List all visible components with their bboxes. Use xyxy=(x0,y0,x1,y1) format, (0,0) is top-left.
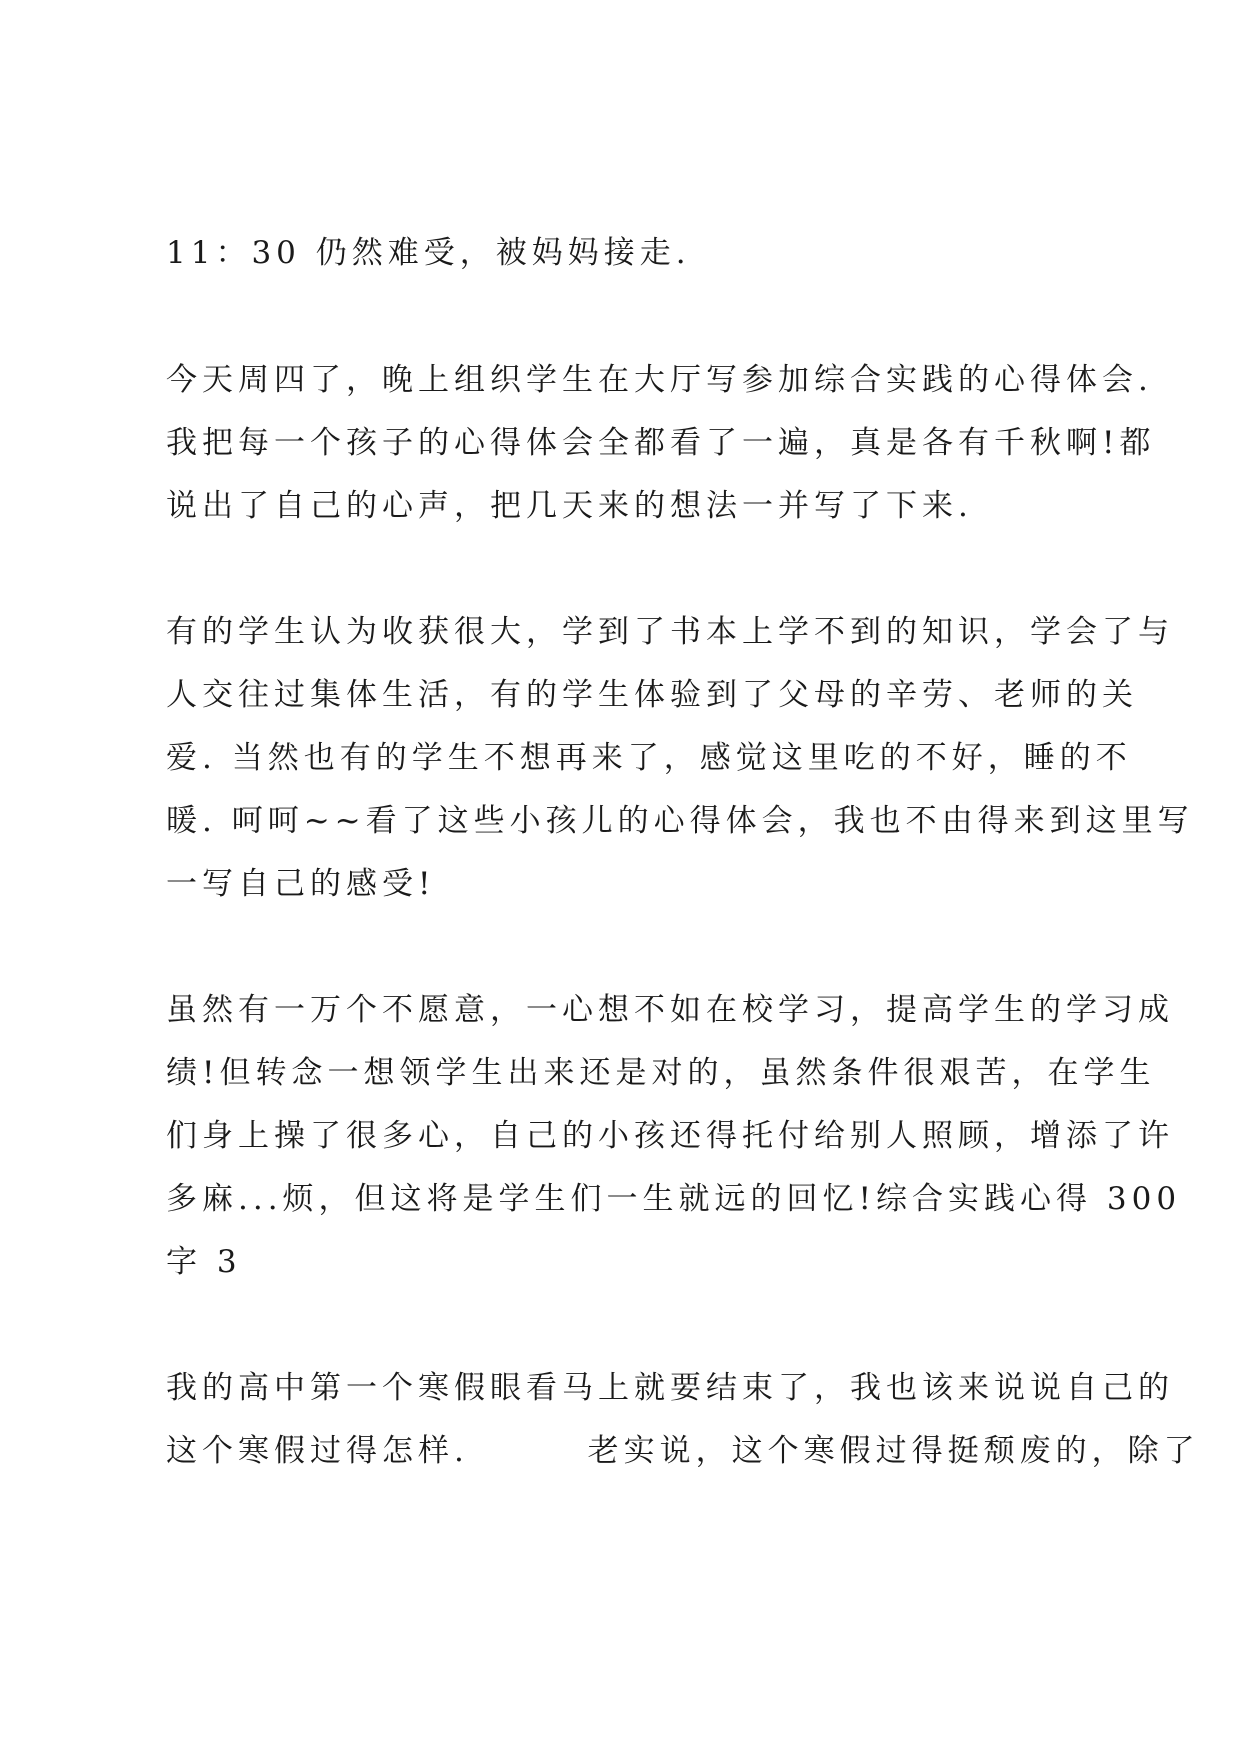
paragraph-4-line-4: 多麻...烦，但这将是学生们一生就远的回忆!综合实践心得 300 xyxy=(166,1181,1182,1217)
paragraph-2-line-2: 我把每一个孩子的心得体会全都看了一遍，真是各有千秋啊!都 xyxy=(166,425,1156,461)
paragraph-4-line-1: 虽然有一万个不愿意，一心想不如在校学习，提高学生的学习成 xyxy=(166,992,1174,1028)
paragraph-5-line-1: 我的高中第一个寒假眼看马上就要结束了，我也该来说说自己的 xyxy=(166,1370,1174,1406)
paragraph-4-line-3: 们身上操了很多心，自己的小孩还得托付给别人照顾，增添了许 xyxy=(166,1118,1174,1154)
paragraph-4-line-5: 字 3 xyxy=(166,1244,242,1280)
paragraph-1-line-1: 11：30 仍然难受，被妈妈接走. xyxy=(166,235,691,271)
paragraph-3-line-1: 有的学生认为收获很大，学到了书本上学不到的知识，学会了与 xyxy=(166,614,1174,650)
paragraph-3-line-2: 人交往过集体生活，有的学生体验到了父母的辛劳、老师的关 xyxy=(166,677,1138,713)
paragraph-2-line-1: 今天周四了，晚上组织学生在大厅写参加综合实践的心得体会. xyxy=(166,362,1153,398)
paragraph-5-line-2: 这个寒假过得怎样. 老实说，这个寒假过得挺颓废的，除了 xyxy=(166,1433,1200,1469)
paragraph-3-line-4: 暖. 呵呵~~看了这些小孩儿的心得体会，我也不由得来到这里写 xyxy=(166,803,1194,839)
paragraph-3-line-3: 爱. 当然也有的学生不想再来了，感觉这里吃的不好，睡的不 xyxy=(166,740,1132,776)
paragraph-2-line-3: 说出了自己的心声，把几天来的想法一并写了下来. xyxy=(166,488,973,524)
paragraph-4-line-2: 绩!但转念一想领学生出来还是对的，虽然条件很艰苦，在学生 xyxy=(166,1055,1156,1091)
paragraph-3-line-5: 一写自己的感受! xyxy=(166,866,436,902)
